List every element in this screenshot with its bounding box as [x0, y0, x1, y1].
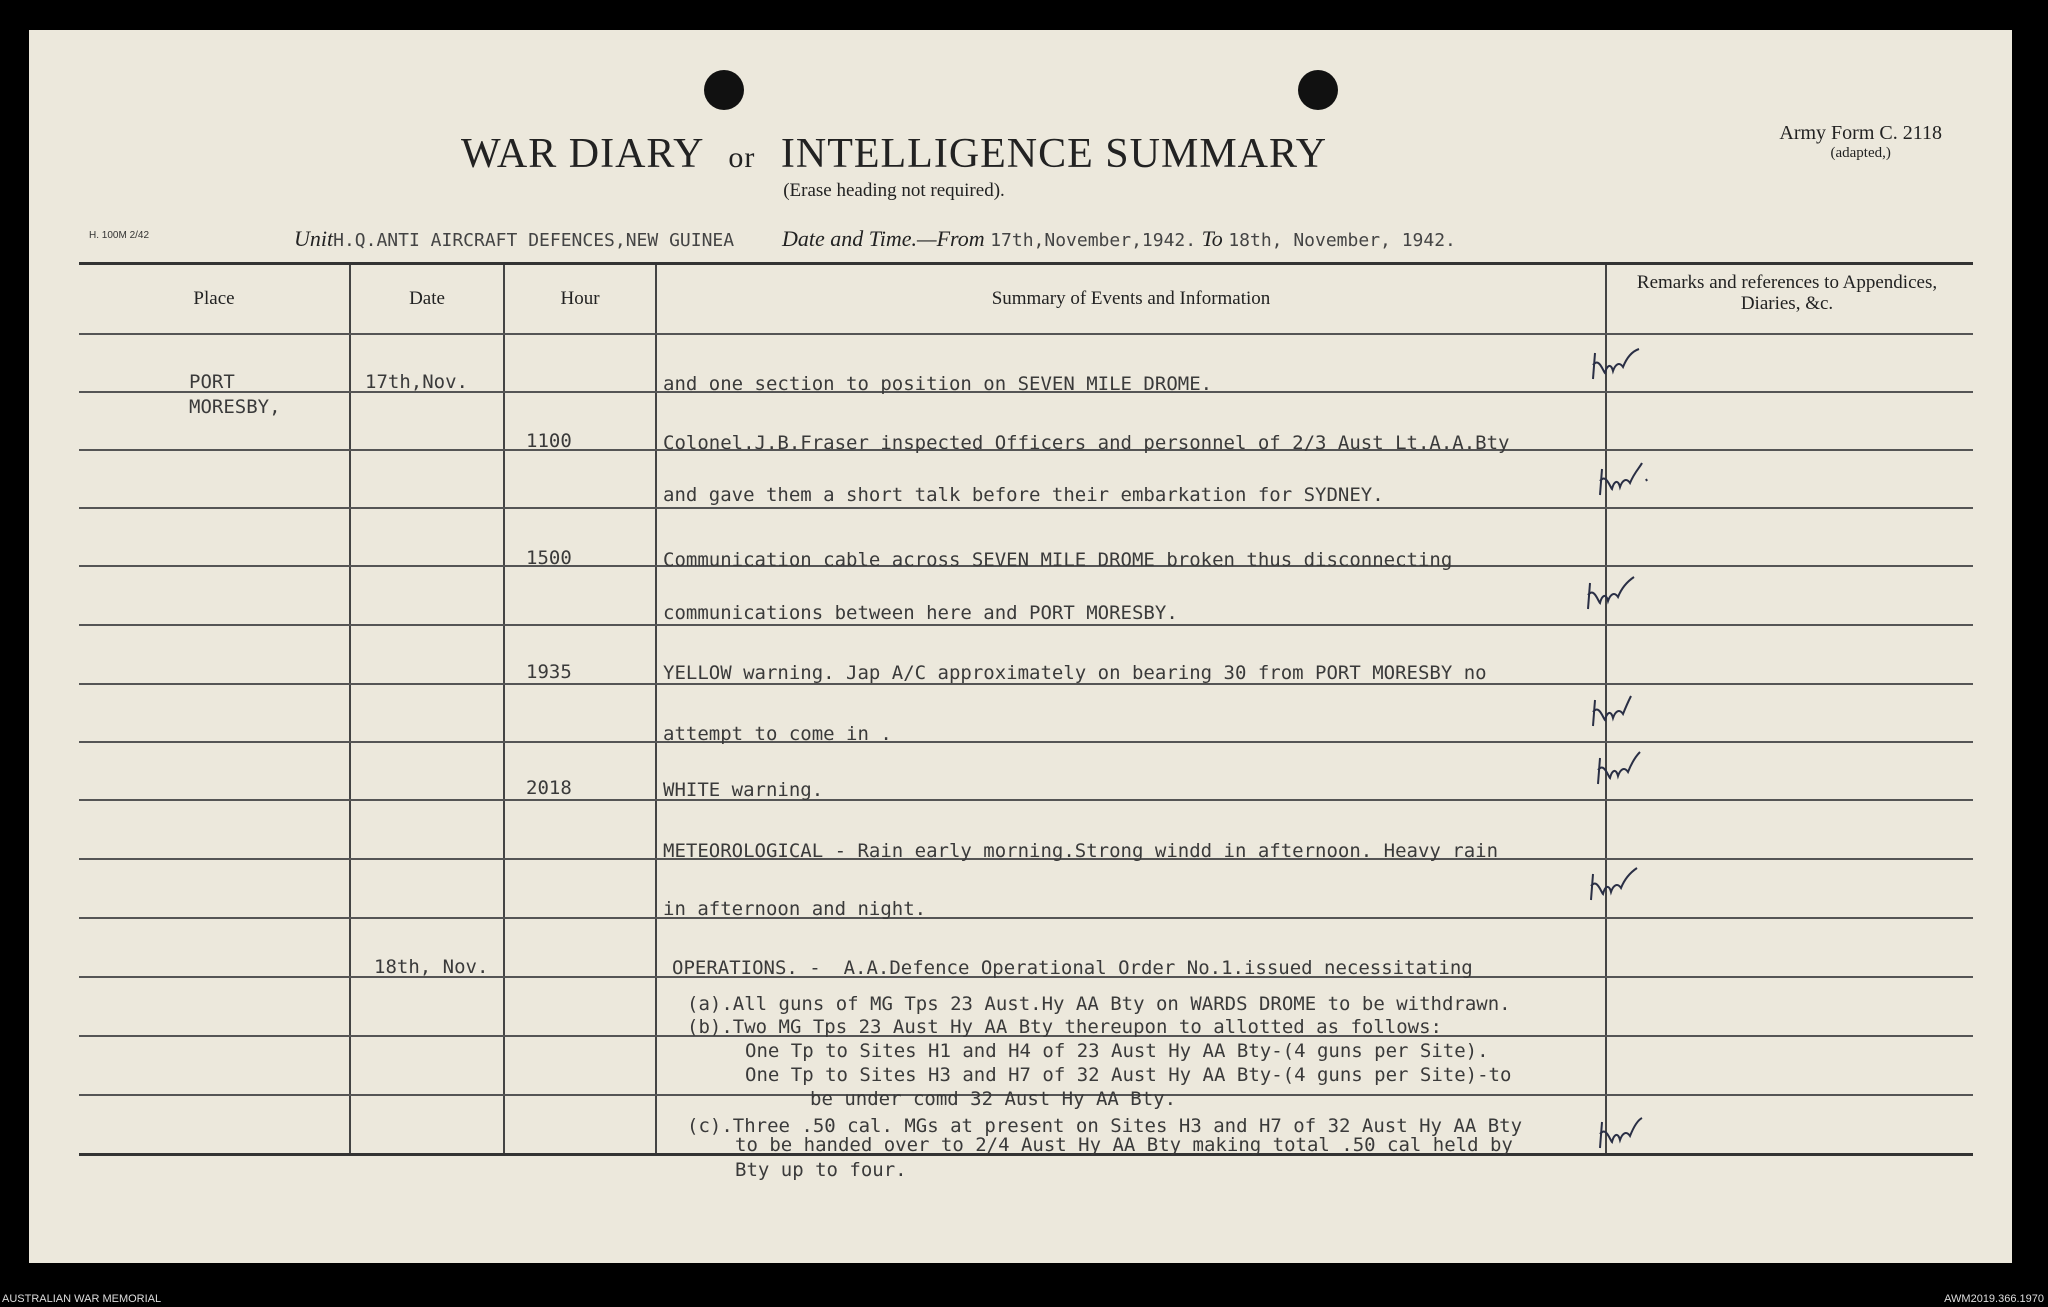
summary-line: One Tp to Sites H1 and H4 of 23 Aust Hy AA Bty-(4 guns per Site).: [745, 1040, 1489, 1062]
unit-label: Unit: [294, 226, 334, 251]
hour-entry: 1935: [526, 661, 572, 683]
col-header-date: Date: [409, 288, 445, 309]
summary-line: be under comd 32 Aust Hy AA Bty.: [810, 1088, 1177, 1110]
title-part2: INTELLIGENCE SUMMARY: [780, 131, 1328, 177]
summary-line: METEOROLOGICAL - Rain early morning.Strong windd in afternoon. Heavy rain: [663, 840, 1499, 862]
diary-sheet: [29, 30, 2012, 1263]
initials-signature: [1594, 748, 1646, 790]
title-or: or: [728, 141, 756, 174]
footer-credit: AUSTRALIAN WAR MEMORIAL: [2, 1293, 162, 1305]
summary-line: and one section to position on SEVEN MILE DROME.: [663, 373, 1213, 395]
date-label: Date and Time.—From: [782, 226, 985, 251]
summary-line: Colonel.J.B.Fraser inspected Officers and personnel of 2/3 Aust Lt.A.A.Bty: [663, 432, 1510, 454]
page-title: [29, 130, 1759, 178]
ruled-line: [79, 624, 1973, 626]
unit-value: H.Q.ANTI AIRCRAFT DEFENCES,NEW GUINEA: [333, 230, 735, 251]
footer-reference: AWM2019.366.1970: [1944, 1293, 2044, 1305]
initials-signature: [1596, 459, 1648, 501]
summary-line: OPERATIONS. - A.A.Defence Operational Order No.1.issued necessitating: [672, 957, 1473, 979]
initials-signature: [1589, 343, 1641, 385]
date-to: 18th, November, 1942.: [1228, 230, 1456, 251]
ruled-line: [79, 333, 1973, 335]
col-header-remarks: Remarks and references to Appendices, Diaries, &c.: [1636, 272, 1938, 314]
summary-line: in afternoon and night.: [663, 898, 927, 920]
summary-line: to be handed over to 2/4 Aust Hy AA Bty making total .50 cal held by: [735, 1134, 1513, 1156]
summary-line: One Tp to Sites H3 and H7 of 32 Aust Hy AA Bty-(4 guns per Site)-to: [745, 1064, 1512, 1086]
date-from: 17th,November,1942.: [990, 230, 1197, 251]
date-line: [780, 226, 1456, 252]
subtitle: (Erase heading not required).: [783, 180, 1005, 201]
initials-signature: [1587, 864, 1639, 906]
punch-hole: [704, 70, 744, 110]
place-line-2: MORESBY,: [189, 396, 281, 418]
summary-line: attempt to come in .: [663, 723, 892, 745]
hour-entry: 1100: [526, 430, 572, 452]
date-entry: 17th,Nov.: [365, 371, 468, 393]
initials-signature: [1589, 690, 1641, 732]
to-label: To: [1201, 226, 1223, 251]
summary-line: Bty up to four.: [735, 1159, 907, 1181]
initials-signature: [1584, 573, 1636, 615]
summary-line: YELLOW warning. Jap A/C approximately on bearing 30 from PORT MORESBY no: [663, 662, 1487, 684]
initials-signature: [1596, 1112, 1648, 1154]
ruled-line: [79, 507, 1973, 509]
date-entry: 18th, Nov.: [374, 956, 489, 978]
col-header-place: Place: [193, 288, 235, 309]
col-divider: [655, 265, 657, 1153]
summary-line: and gave them a short talk before their embarkation for SYDNEY.: [663, 484, 1384, 506]
ruled-line: [79, 917, 1973, 919]
form-adapted-text: (adapted,): [1830, 145, 1891, 161]
hour-entry: 2018: [526, 777, 572, 799]
col-divider: [503, 265, 505, 1153]
col-header-summary: Summary of Events and Information: [991, 288, 1271, 309]
ruled-line: [79, 799, 1973, 801]
summary-line: Communication cable across SEVEN MILE DROME broken thus disconnecting: [663, 549, 1453, 571]
col-header-hour: Hour: [560, 288, 600, 309]
summary-line: (c).Three .50 cal. MGs at present on Sites H3 and H7 of 32 Aust Hy AA Bty: [687, 1115, 1523, 1137]
unit-line: [294, 226, 734, 252]
place-line-1: PORT: [189, 371, 235, 393]
col-divider: [349, 265, 351, 1153]
table-top-border: [79, 262, 1973, 265]
hour-entry: 1500: [526, 547, 572, 569]
form-number-text: Army Form C. 2118: [1779, 122, 1942, 144]
title-part1: WAR DIARY: [460, 131, 703, 177]
summary-line: communications between here and PORT MORESBY.: [663, 602, 1178, 624]
summary-line: WHITE warning.: [663, 779, 824, 801]
print-code: H. 100M 2/42: [89, 230, 150, 241]
punch-hole: [1298, 70, 1338, 110]
ruled-line: [79, 741, 1973, 743]
summary-line: (b).Two MG Tps 23 Aust Hy AA Bty thereupon to allotted as follows:: [687, 1016, 1442, 1038]
form-number: [1779, 122, 1942, 162]
summary-line: (a).All guns of MG Tps 23 Aust.Hy AA Bty on WARDS DROME to be withdrawn.: [687, 993, 1511, 1015]
